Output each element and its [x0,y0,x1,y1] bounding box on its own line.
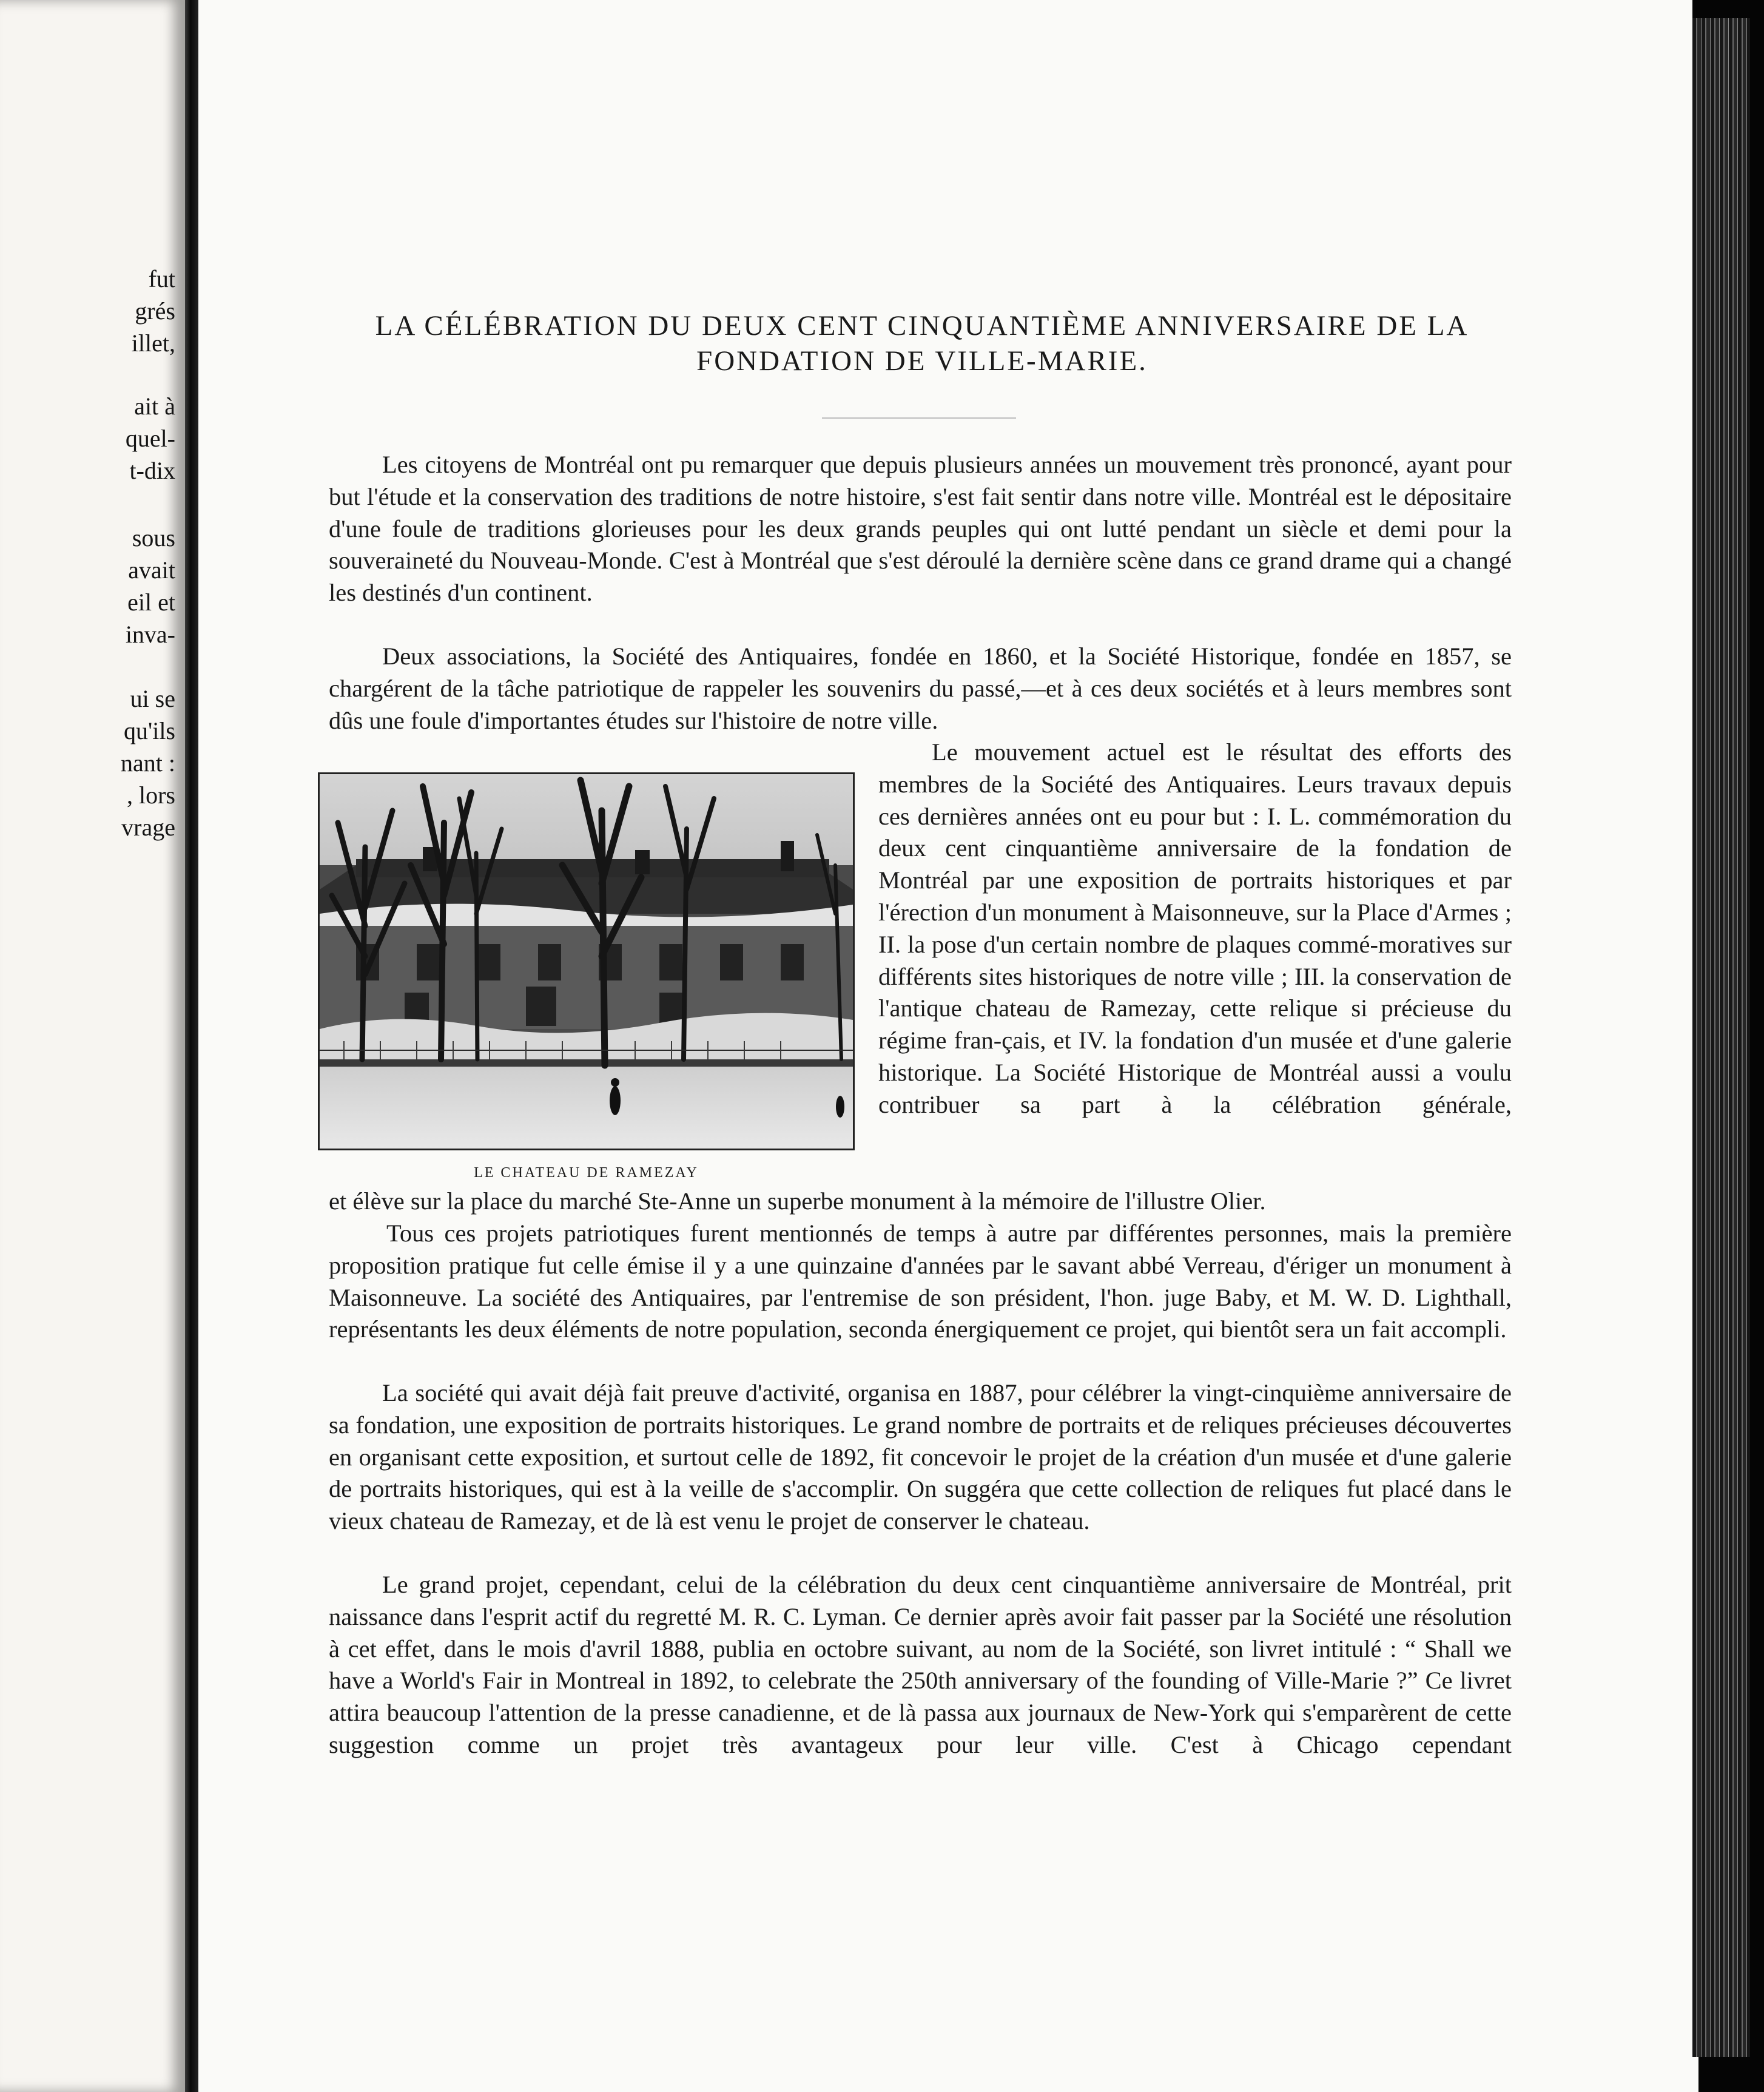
left-page-line: ui se [130,685,175,712]
paragraph-1: Les citoyens de Montréal ont pu remarquer que depuis plusieurs années un mouvement très prononcé, ayant pour but l'étude et la conservation des traditions de notre histoire, s'est fait sentir dans notre ville. Montréal est le dépositaire d'une foule de traditions glorieuses pour les deux grands peuples qui ont lutté pendant un siècle et demi pour la souveraineté du Nouveau-Monde. C'est à Montréal que s'est déroulé la dernière scène dans ce grand drame qui a changé les destinés d'un continent. [329,451,1512,607]
left-page-line: , lors [127,781,175,809]
paragraph-3-tail: et élève sur la place du marché Ste-Anne un superbe monument à la mémoire de l'illustre Olier. [329,1187,1266,1215]
title-line-1: LA CÉLÉBRATION DU DEUX CENT CINQUANTIÈME ANNIVERSAIRE DE LA [375,310,1469,342]
left-page-line: ait à [134,393,175,420]
photograph-chateau-winter-icon [320,774,853,1149]
book-gutter [185,0,198,2092]
paragraph-5: La société qui avait déjà fait preuve d'activité, organisa en 1887, pour célébrer la vingt-cinquième anniversaire de sa fondation, une exposition de portraits historiques. Le grand nombre de portraits et de reliques précieuses découvertes en organisant cette exposition, et surtout celle de 1892, fit concevoir le projet de la création d'un musée et d'une galerie de portraits historiques, qui est à la veille de s'accomplir. On suggéra que cette collection de reliques fut placé dans le vieux chateau de Ramezay, et de là est venu le projet de conserver le chateau. [329,1379,1512,1535]
page-edge-top [1692,0,1764,18]
paragraph-6: Le grand projet, cependant, celui de la célébration du deux cent cinquantième anniversaire de Montréal, prit naissance dans l'esprit actif du regretté M. R. C. Lyman. Ce dernier après avoir fait passer par la Société une résolution à cet effet, dans le mois d'avril 1888, publia en octobre suivant, au nom de la Société, son livret intitulé : “ Shall we have a World's Fair in Montreal in 1892, to celebrate the 250th anniversary of the founding of Ville-Marie ?” Ce livret attira beaucoup l'attention de la presse canadienne, et de là passa aux journaux de New-York qui s'emparèrent de cette suggestion comme un projet très avantageux pour leur ville. C'est à Chicago cependant [329,1571,1512,1758]
left-page-fragment [0,0,185,2092]
left-page-line: fut [148,265,175,292]
left-page-line: vrage [121,814,175,841]
article-title [328,308,1517,379]
title-line-2: FONDATION DE VILLE-MARIE. [696,345,1148,377]
left-page-line: grés [135,297,175,325]
photo-caption: LE CHATEAU DE RAMEZAY [474,1165,699,1181]
title-rule [822,417,1016,419]
left-page-line: t-dix [129,457,175,484]
left-page-line: illet, [131,329,175,357]
paragraph-4: Tous ces projets patriotiques furent mentionnés de temps à autre par différentes personnes, mais la première proposition pratique fut celle émise il y a une quinzaine d'années par le savant abbé Verreau, d'ériger un monument à Maisonneuve. La société des Antiquaires, par l'entremise de son président, l'hon. juge Baby, et M. W. D. Lighthall, représentants les deux éléments de notre population, seconda énergiquement ce projet, qui bientôt sera un fait accompli. [329,1220,1512,1343]
left-page-line: quel- [125,425,175,452]
left-page-line: qu'ils [124,717,175,744]
left-page-line: avait [128,556,175,584]
paragraph-2: Deux associations, la Société des Antiquaires, fondée en 1860, et la Société Historique, fondée en 1857, se chargérent de la tâche patriotique de rappeler les souvenirs du passé,—et à ces deux sociétés et à leurs membres sont dûs une foule d'importantes études sur l'histoire de notre ville. [329,643,1512,734]
left-page-line: sous [132,524,175,552]
chateau-photograph [318,772,855,1150]
left-page-line: nant : [121,749,175,777]
page-edges [1692,18,1750,2057]
left-page-line: eil et [127,589,175,616]
left-page-line: inva- [125,621,175,648]
paragraph-3: Le mouvement actuel est le résultat des efforts des membres de la Société des Antiquaires. Leurs travaux depuis ces dernières années ont eu pour but : I. L. commémoration du deux cent cinquantième anniversaire de la fondation de Montréal par une exposition de portraits historiques et par l'érection d'un monument à Maisonneuve, sur la Place d'Armes ; II. la pose d'un certain nombre de plaques commé-moratives sur différents sites historiques de notre ville ; III. la conservation de l'antique chateau de Ramezay, cette relique si précieuse du régime fran-çais, et IV. la fondation d'un musée et d'une galerie historique. La Société Historique de Montréal aussi a voulu contribuer sa part à la célébration générale, [878,738,1512,1118]
